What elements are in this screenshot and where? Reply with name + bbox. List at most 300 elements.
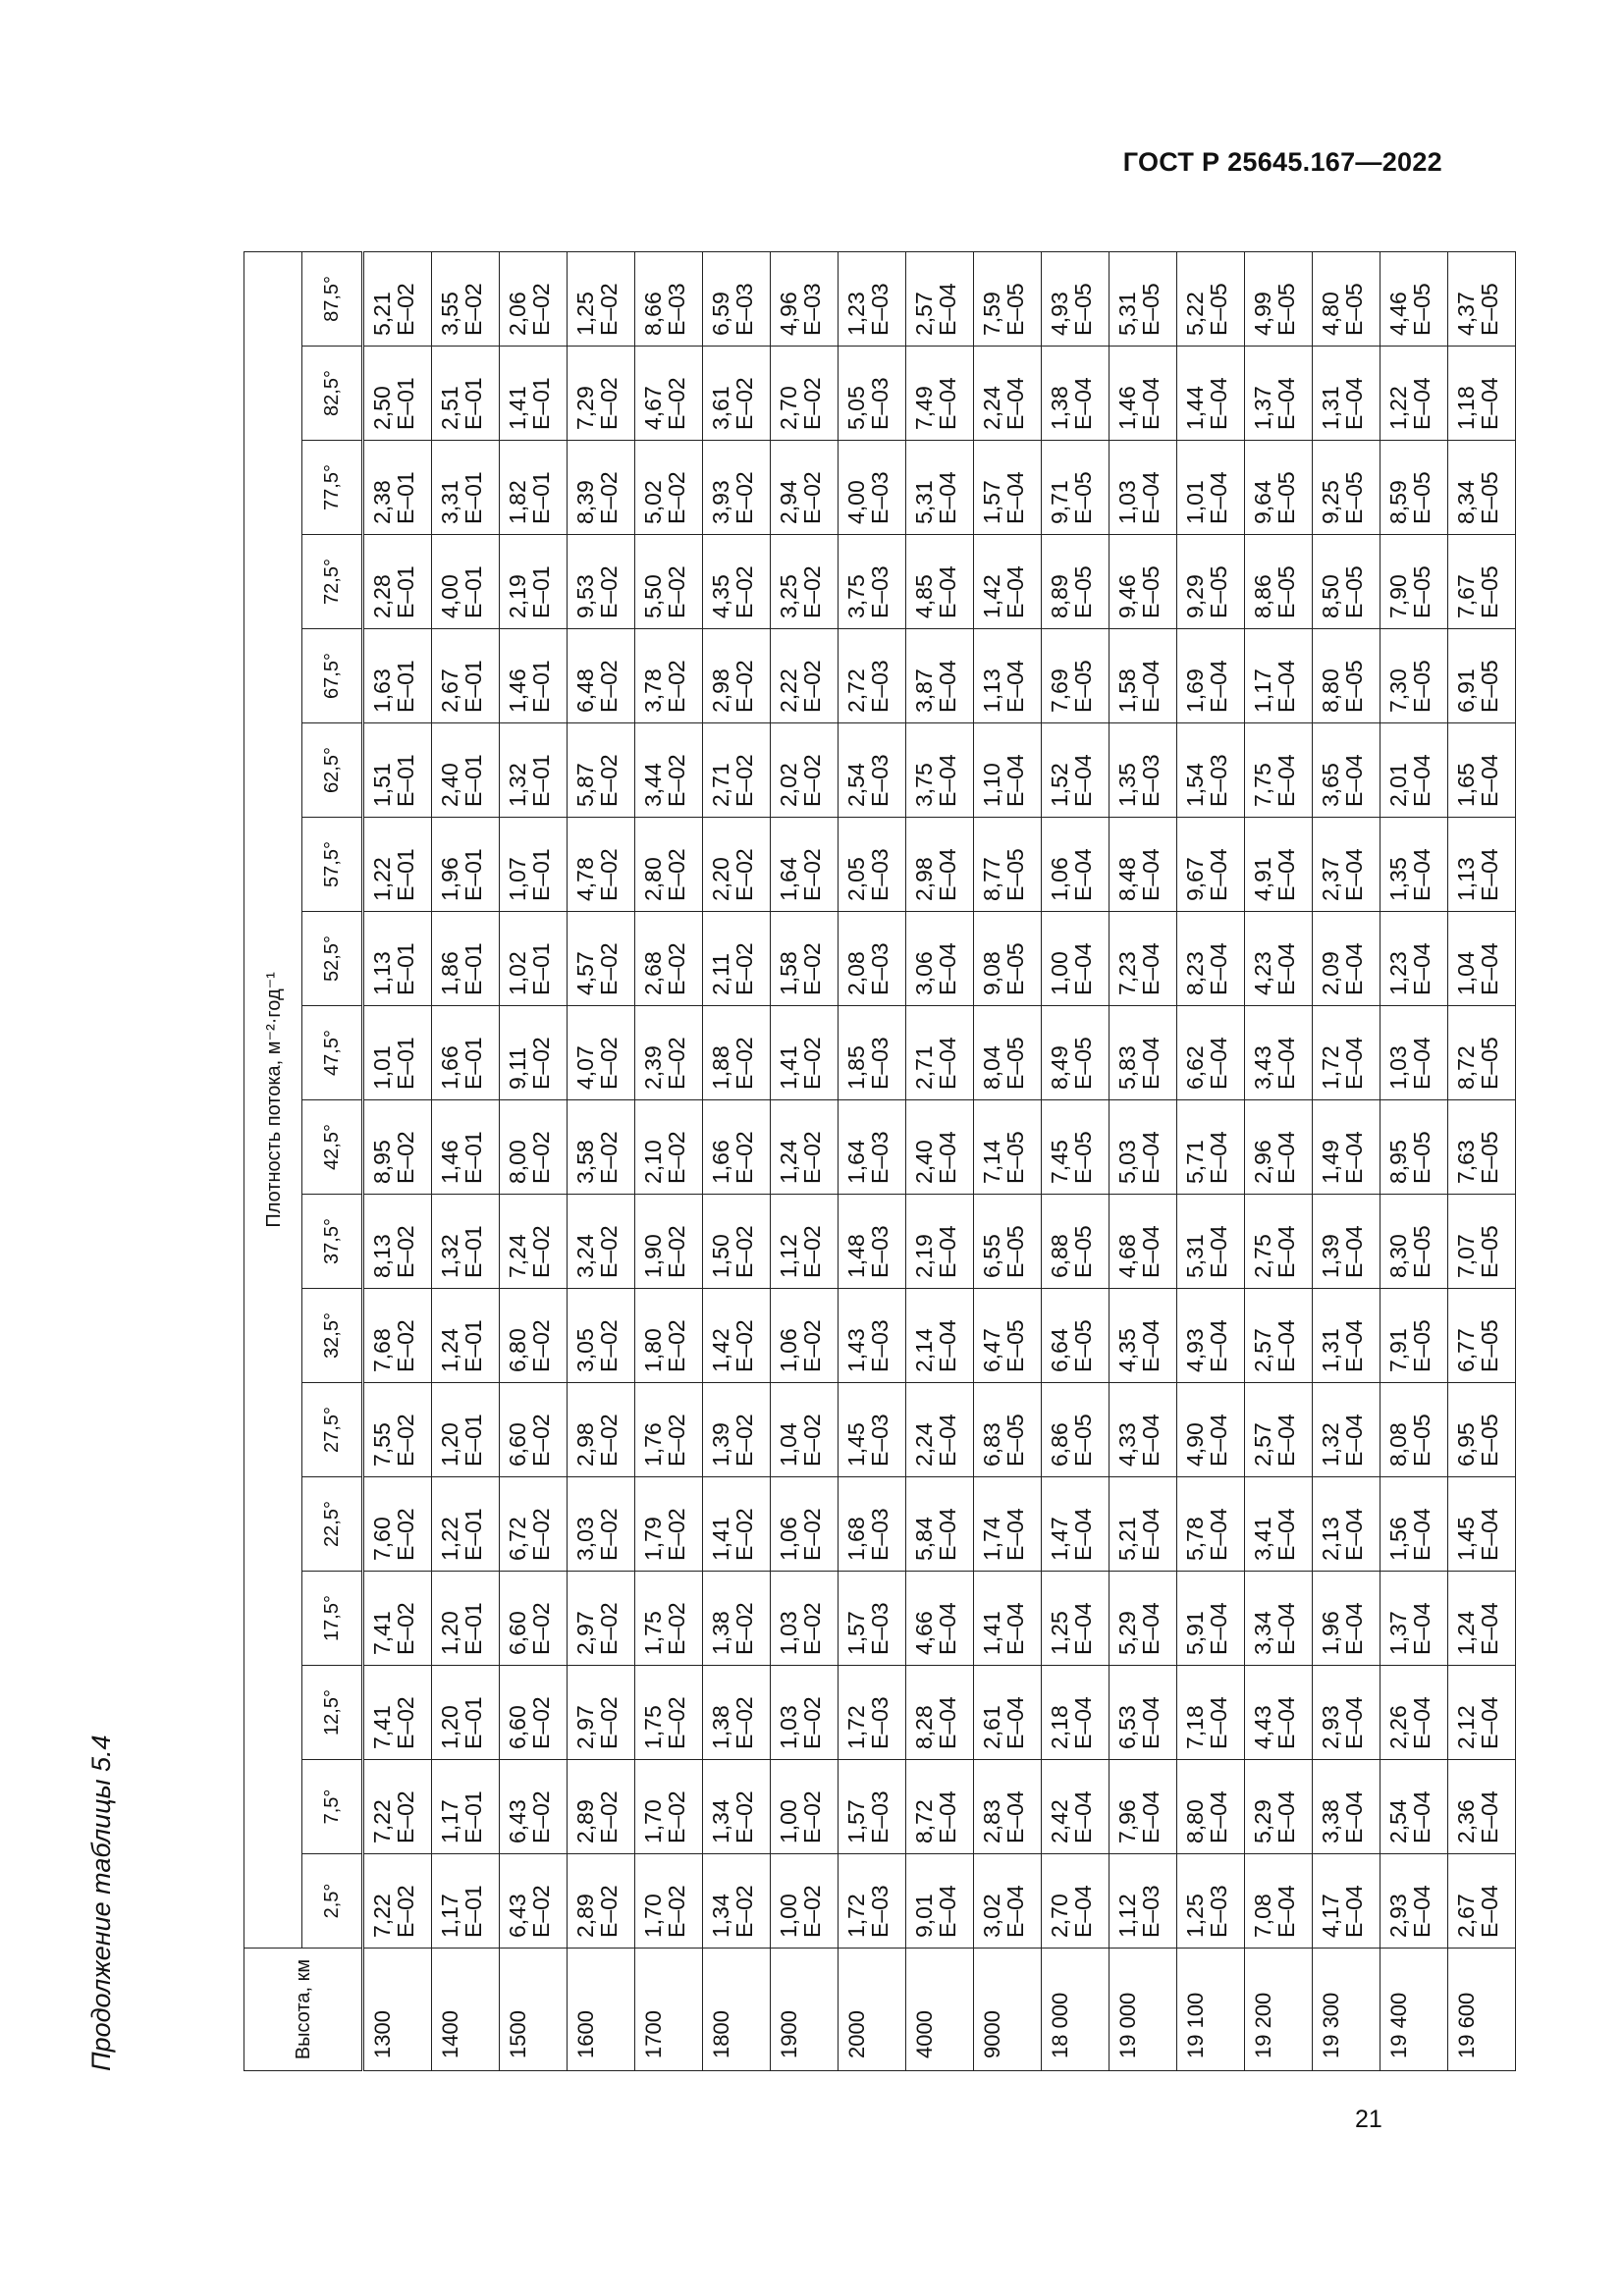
flux-exponent: E–05 [1273,471,1299,524]
flux-mantissa: 1,03 [776,1611,801,1655]
flux-mantissa: 1,96 [437,857,462,901]
flux-mantissa: 2,96 [1250,1140,1275,1184]
flux-exponent: E–04 [1002,1885,1028,1938]
flux-exponent: E–04 [1138,1037,1164,1090]
flux-value-cell [363,1383,432,1477]
flux-exponent: E–01 [460,1037,486,1090]
flux-exponent: E–02 [731,1696,757,1749]
flux-exponent: E–05 [1341,471,1367,524]
flux-exponent: E–02 [528,1037,554,1090]
flux-exponent: E–02 [799,1885,825,1938]
flux-exponent: E–05 [1070,1131,1096,1184]
flux-exponent: E–02 [731,1790,757,1843]
flux-exponent: E–04 [1206,377,1231,430]
flux-mantissa: 5,31 [1182,1234,1208,1278]
flux-exponent: E–05 [1477,283,1502,336]
flux-value-cell [974,629,1042,723]
flux-exponent: E–04 [1409,1696,1435,1749]
flux-mantissa: 2,10 [640,1140,666,1184]
flux-exponent: E–03 [867,1696,893,1749]
flux-mantissa: 4,37 [1453,292,1479,336]
flux-mantissa: 1,41 [505,386,530,430]
flux-exponent: E–04 [1138,942,1164,995]
flux-value-cell [1042,1100,1110,1195]
flux-exponent: E–02 [664,1602,689,1655]
flux-mantissa: 7,96 [1114,1799,1140,1843]
flux-value-cell [1448,1195,1516,1289]
angle-header-12: 57,5° [302,818,363,912]
flux-exponent: E–04 [1409,754,1435,807]
flux-mantissa: 3,03 [572,1517,598,1561]
flux-exponent: E–04 [1138,1414,1164,1467]
flux-exponent: E–03 [867,848,893,901]
flux-exponent: E–02 [731,565,757,618]
flux-mantissa: 1,20 [437,1705,462,1749]
flux-mantissa: 4,91 [1250,857,1275,901]
flux-mantissa: 1,47 [1047,1517,1072,1561]
flux-exponent: E–04 [935,1602,960,1655]
flux-exponent: E–02 [799,1602,825,1655]
flux-value-cell [1177,723,1245,818]
flux-exponent: E–04 [935,942,960,995]
angle-header-6: 27,5° [302,1383,363,1477]
flux-value-cell [1177,1195,1245,1289]
flux-mantissa: 2,20 [708,857,733,901]
flux-mantissa: 3,44 [640,763,666,807]
flux-exponent: E–03 [867,1225,893,1278]
flux-value-cell [432,441,500,535]
flux-mantissa: 7,41 [369,1611,395,1655]
flux-value-cell [568,818,635,912]
flux-exponent: E–04 [1138,848,1164,901]
flux-value-cell [839,1195,906,1289]
table-row [568,251,635,2070]
flux-exponent: E–02 [664,1885,689,1938]
flux-value-cell [1380,441,1448,535]
angle-header-3: 12,5° [302,1666,363,1760]
flux-value-cell [1448,723,1516,818]
flux-value-cell [906,1006,974,1100]
flux-mantissa: 8,95 [369,1140,395,1184]
height-cell: 4000 [906,1949,974,2071]
flux-mantissa: 2,54 [843,763,869,807]
flux-mantissa: 2,70 [1047,1894,1072,1938]
flux-exponent: E–02 [731,1037,757,1090]
flux-exponent: E–02 [393,1790,418,1843]
flux-value-cell [1177,1477,1245,1572]
flux-value-cell [1042,347,1110,441]
flux-exponent: E–05 [1409,565,1435,618]
flux-mantissa: 2,05 [843,857,869,901]
flux-value-cell [839,629,906,723]
flux-exponent: E–04 [1409,1037,1435,1090]
flux-value-cell [432,535,500,629]
flux-mantissa: 7,18 [1182,1705,1208,1749]
flux-mantissa: 2,28 [369,574,395,618]
flux-mantissa: 2,19 [911,1234,937,1278]
table-row [1042,251,1110,2070]
flux-mantissa: 8,66 [640,292,666,336]
flux-exponent: E–04 [1273,1508,1299,1561]
height-cell: 1900 [771,1949,839,2071]
flux-value-cell [771,912,839,1006]
flux-mantissa: 3,34 [1250,1611,1275,1655]
flux-value-cell [1245,1666,1313,1760]
flux-mantissa: 1,69 [1182,668,1208,713]
flux-value-cell [432,1289,500,1383]
flux-value-cell [1245,347,1313,441]
flux-mantissa: 2,40 [437,763,462,807]
flux-exponent: E–02 [393,1602,418,1655]
flux-exponent: E–03 [1206,754,1231,807]
flux-exponent: E–04 [1138,1131,1164,1184]
flux-value-cell [1380,912,1448,1006]
flux-value-cell [1110,629,1177,723]
flux-mantissa: 8,00 [505,1140,530,1184]
flux-value-cell [363,1666,432,1760]
flux-value-cell [363,441,432,535]
flux-exponent: E–04 [935,1037,960,1090]
flux-exponent: E–01 [460,1319,486,1372]
flux-value-cell [974,1477,1042,1572]
flux-value-cell [1245,441,1313,535]
flux-exponent: E–02 [393,1885,418,1938]
flux-value-cell [771,1666,839,1760]
flux-value-cell [635,1006,703,1100]
flux-exponent: E–05 [1138,283,1164,336]
flux-exponent: E–04 [935,283,960,336]
flux-mantissa: 1,80 [640,1328,666,1372]
flux-exponent: E–02 [528,1131,554,1184]
flux-value-cell [500,629,568,723]
height-column-header [244,1949,363,2071]
flux-value-cell [974,1289,1042,1383]
flux-exponent: E–01 [460,565,486,618]
flux-exponent: E–01 [528,377,554,430]
flux-mantissa: 3,58 [572,1140,598,1184]
flux-exponent: E–04 [1206,1037,1231,1090]
flux-exponent: E–02 [596,754,622,807]
flux-value-cell [363,1100,432,1195]
flux-value-cell [1448,347,1516,441]
flux-mantissa: 2,50 [369,386,395,430]
flux-value-cell [1448,818,1516,912]
height-cell: 19 400 [1380,1949,1448,2071]
table-row [363,251,432,2070]
flux-mantissa: 2,98 [911,857,937,901]
flux-mantissa: 1,45 [1453,1517,1479,1561]
flux-exponent: E–03 [664,283,689,336]
flux-exponent: E–02 [799,377,825,430]
flux-value-cell [974,347,1042,441]
flux-value-cell [1380,723,1448,818]
flux-exponent: E–02 [393,1508,418,1561]
flux-value-cell [568,1006,635,1100]
flux-mantissa: 1,24 [776,1140,801,1184]
flux-value-cell [906,1289,974,1383]
flux-exponent: E–02 [731,848,757,901]
flux-exponent: E–04 [1002,1696,1028,1749]
flux-value-cell [1177,1100,1245,1195]
flux-value-cell [1448,1572,1516,1666]
flux-exponent: E–04 [1273,1037,1299,1090]
flux-exponent: E–05 [1273,565,1299,618]
flux-exponent: E–04 [1477,942,1502,995]
flux-mantissa: 7,60 [369,1517,395,1561]
flux-mantissa: 1,01 [369,1045,395,1090]
flux-value-cell [432,912,500,1006]
flux-mantissa: 1,10 [979,763,1004,807]
flux-exponent: E–04 [1070,377,1096,430]
flux-exponent: E–05 [1002,1037,1028,1090]
flux-value-cell [1380,1666,1448,1760]
flux-value-cell [703,1383,771,1477]
flux-mantissa: 7,30 [1385,668,1411,713]
flux-exponent: E–04 [1070,1696,1096,1749]
flux-value-cell [432,1195,500,1289]
flux-value-cell [1448,1100,1516,1195]
flux-mantissa: 9,71 [1047,480,1072,524]
angle-header-7: 32,5° [302,1289,363,1383]
flux-mantissa: 4,46 [1385,292,1411,336]
flux-exponent: E–04 [1341,1414,1367,1467]
flux-exponent: E–05 [1138,565,1164,618]
flux-value-cell [839,251,906,346]
flux-exponent: E–04 [1341,1696,1367,1749]
flux-mantissa: 1,32 [505,763,530,807]
table-row [500,251,568,2070]
flux-exponent: E–02 [664,754,689,807]
flux-mantissa: 5,21 [1114,1517,1140,1561]
flux-exponent: E–04 [1273,848,1299,901]
flux-mantissa: 3,61 [708,386,733,430]
table-row [1177,251,1245,2070]
flux-mantissa: 1,17 [437,1894,462,1938]
flux-value-cell [906,912,974,1006]
flux-value-cell [432,347,500,441]
flux-mantissa: 1,96 [1318,1611,1343,1655]
flux-value-cell [1448,441,1516,535]
flux-value-cell [635,723,703,818]
flux-value-cell [839,1666,906,1760]
flux-mantissa: 5,05 [843,386,869,430]
flux-mantissa: 5,22 [1182,292,1208,336]
flux-value-cell [839,818,906,912]
table-body [363,251,1516,2070]
flux-mantissa: 1,12 [776,1234,801,1278]
flux-value-cell [1380,1572,1448,1666]
flux-value-cell [974,1572,1042,1666]
flux-value-cell [1448,1477,1516,1572]
flux-value-cell [771,1760,839,1854]
flux-value-cell [363,818,432,912]
flux-mantissa: 7,59 [979,292,1004,336]
flux-exponent: E–01 [460,1131,486,1184]
flux-value-cell [1177,912,1245,1006]
flux-mantissa: 4,90 [1182,1422,1208,1467]
flux-value-cell [1110,1195,1177,1289]
flux-exponent: E–02 [799,754,825,807]
flux-mantissa: 2,40 [911,1140,937,1184]
flux-exponent: E–04 [1002,660,1028,713]
flux-mantissa: 4,00 [437,574,462,618]
flux-value-cell [1245,1572,1313,1666]
flux-exponent: E–04 [1206,1790,1231,1843]
flux-exponent: E–02 [596,1885,622,1938]
flux-mantissa: 2,98 [572,1422,598,1467]
flux-value-cell [500,1006,568,1100]
flux-value-cell [1110,1854,1177,1949]
flux-exponent: E–03 [867,1508,893,1561]
flux-mantissa: 6,43 [505,1799,530,1843]
flux-value-cell [1448,1854,1516,1949]
flux-value-cell [906,347,974,441]
flux-value-cell [1380,347,1448,441]
flux-value-cell [1110,1383,1177,1477]
flux-mantissa: 3,43 [1250,1045,1275,1090]
flux-mantissa: 1,13 [369,951,395,995]
flux-exponent: E–05 [1002,1131,1028,1184]
flux-mantissa: 2,39 [640,1045,666,1090]
flux-exponent: E–02 [731,1602,757,1655]
flux-mantissa: 1,04 [1453,951,1479,995]
flux-mantissa: 2,54 [1385,1799,1411,1843]
flux-mantissa: 1,20 [437,1611,462,1655]
flux-mantissa: 6,60 [505,1611,530,1655]
flux-exponent: E–04 [935,1414,960,1467]
flux-value-cell [363,1760,432,1854]
flux-value-cell [1110,535,1177,629]
flux-exponent: E–02 [664,1037,689,1090]
flux-exponent: E–05 [1409,1319,1435,1372]
flux-value-cell [703,1195,771,1289]
flux-value-cell [1313,912,1380,1006]
flux-value-cell [906,818,974,912]
flux-value-cell [771,1289,839,1383]
flux-value-cell [1110,1289,1177,1383]
flux-mantissa: 8,49 [1047,1045,1072,1090]
flux-value-cell [1110,1477,1177,1572]
flux-mantissa: 1,74 [979,1517,1004,1561]
flux-value-cell [432,251,500,346]
flux-value-cell [771,818,839,912]
flux-mantissa: 6,88 [1047,1234,1072,1278]
flux-value-cell [1313,1006,1380,1100]
flux-value-cell [1313,1383,1380,1477]
flux-value-cell [1380,535,1448,629]
flux-exponent: E–04 [935,1225,960,1278]
flux-mantissa: 3,31 [437,480,462,524]
flux-mantissa: 4,68 [1114,1234,1140,1278]
flux-exponent: E–04 [1273,660,1299,713]
flux-exponent: E–02 [528,1225,554,1278]
flux-exponent: E–05 [1070,283,1096,336]
flux-mantissa: 4,93 [1047,292,1072,336]
flux-exponent: E–04 [935,377,960,430]
flux-exponent: E–04 [1138,1319,1164,1372]
flux-mantissa: 1,23 [843,292,869,336]
flux-exponent: E–01 [528,471,554,524]
flux-mantissa: 6,59 [708,292,733,336]
flux-value-cell [839,1760,906,1854]
flux-exponent: E–03 [867,1602,893,1655]
flux-value-cell [703,1666,771,1760]
flux-mantissa: 1,82 [505,480,530,524]
height-cell: 19 100 [1177,1949,1245,2071]
flux-exponent: E–04 [1341,1790,1367,1843]
flux-exponent: E–05 [1341,565,1367,618]
flux-value-cell [1380,818,1448,912]
flux-mantissa: 1,18 [1453,386,1479,430]
flux-exponent: E–02 [799,565,825,618]
flux-value-cell [839,1854,906,1949]
flux-exponent: E–02 [731,1319,757,1372]
flux-exponent: E–05 [1477,1414,1502,1467]
flux-mantissa: 1,70 [640,1894,666,1938]
flux-value-cell [500,1854,568,1949]
flux-mantissa: 2,01 [1385,763,1411,807]
flux-value-cell [839,535,906,629]
flux-exponent: E–01 [460,471,486,524]
flux-value-cell [1110,818,1177,912]
flux-exponent: E–02 [596,660,622,713]
flux-mantissa: 5,50 [640,574,666,618]
flux-exponent: E–02 [596,377,622,430]
flux-mantissa: 1,58 [776,951,801,995]
flux-value-cell [635,1195,703,1289]
flux-mantissa: 1,17 [1250,668,1275,713]
flux-value-cell [568,1289,635,1383]
flux-value-cell [1245,251,1313,346]
flux-value-cell [771,1477,839,1572]
flux-value-cell [568,1572,635,1666]
flux-mantissa: 8,48 [1114,857,1140,901]
flux-exponent: E–05 [1409,1131,1435,1184]
flux-exponent: E–02 [731,942,757,995]
angle-header-8: 37,5° [302,1195,363,1289]
flux-exponent: E–04 [935,848,960,901]
flux-value-cell [771,347,839,441]
flux-exponent: E–02 [596,942,622,995]
flux-mantissa: 8,34 [1453,480,1479,524]
flux-mantissa: 2,70 [776,386,801,430]
table-row [703,251,771,2070]
flux-exponent: E–04 [1138,1696,1164,1749]
flux-mantissa: 6,60 [505,1422,530,1467]
flux-mantissa: 4,85 [911,574,937,618]
flux-value-cell [1245,1760,1313,1854]
flux-value-cell [1380,1760,1448,1854]
flux-exponent: E–04 [1341,1602,1367,1655]
flux-value-cell [1448,912,1516,1006]
flux-exponent: E–04 [1341,1131,1367,1184]
flux-mantissa: 3,25 [776,574,801,618]
flux-exponent: E–04 [935,1790,960,1843]
flux-value-cell [771,629,839,723]
flux-exponent: E–04 [1138,1790,1164,1843]
flux-mantissa: 1,64 [843,1140,869,1184]
flux-exponent: E–02 [799,1225,825,1278]
table-row [635,251,703,2070]
flux-mantissa: 4,66 [911,1611,937,1655]
flux-value-cell [974,1195,1042,1289]
flux-mantissa: 1,24 [437,1328,462,1372]
flux-mantissa: 1,38 [708,1705,733,1749]
flux-exponent: E–05 [1070,471,1096,524]
flux-mantissa: 2,72 [843,668,869,713]
flux-mantissa: 1,22 [369,857,395,901]
flux-exponent: E–04 [1138,1225,1164,1278]
